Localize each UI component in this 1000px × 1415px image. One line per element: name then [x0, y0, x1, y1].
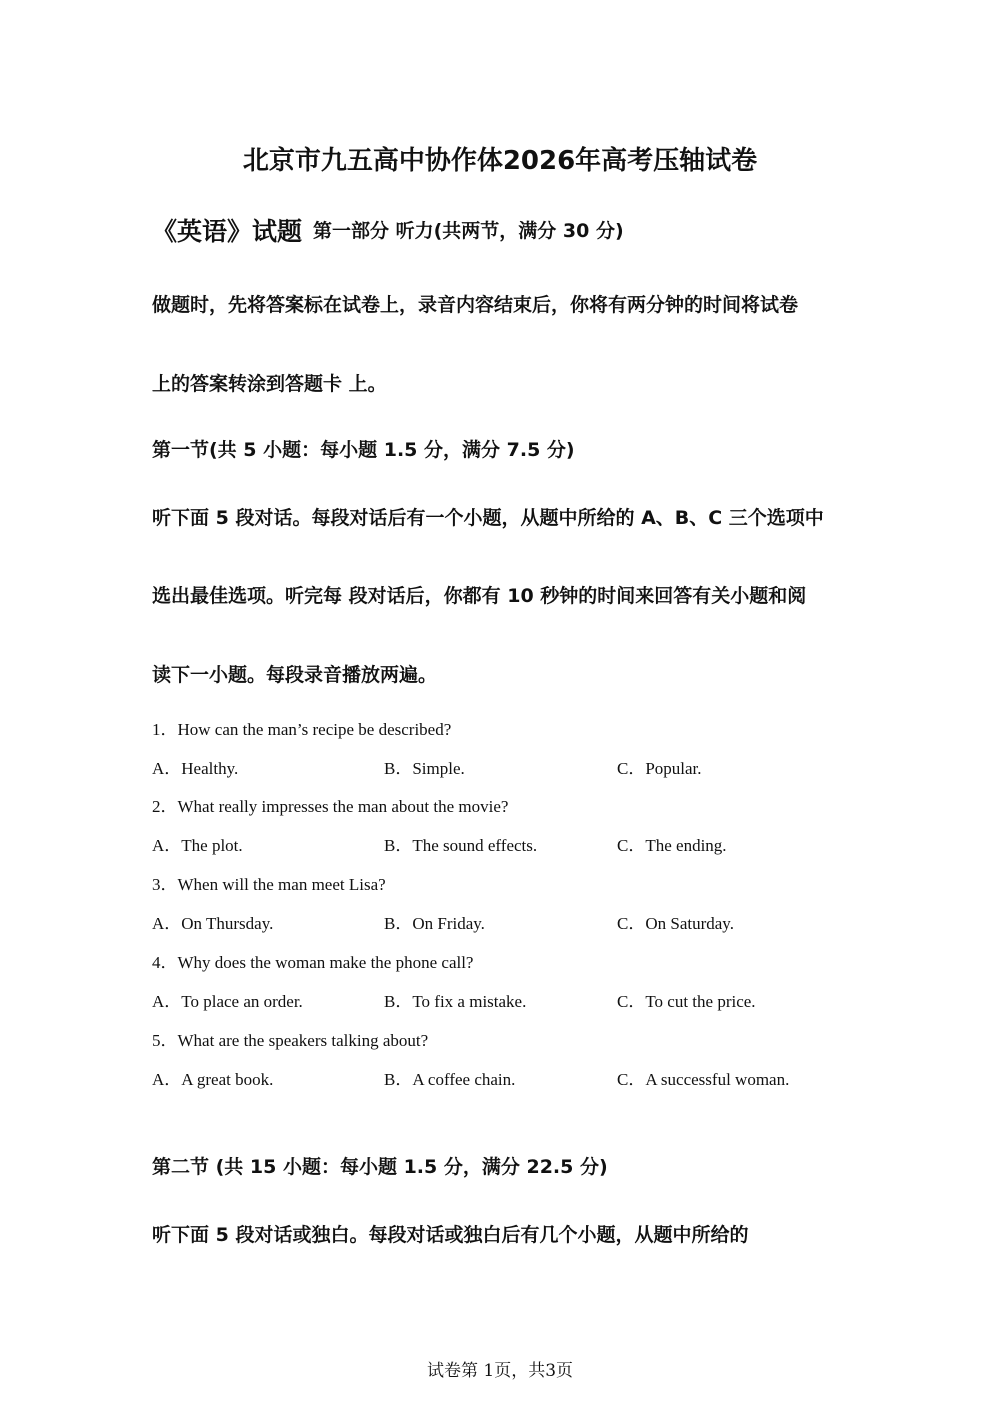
- question-stem: 4．Why does the woman make the phone call?: [152, 953, 474, 972]
- section2-heading: 第二节 (共 15 小题：每小题 1.5 分，满分 22.5 分): [152, 1156, 608, 1178]
- option-b: B．Simple.: [384, 759, 465, 778]
- section1-heading: 第一节(共 5 小题：每小题 1.5 分，满分 7.5 分): [152, 439, 575, 461]
- question-stem: 5．What are the speakers talking about?: [152, 1031, 429, 1050]
- option-b: B．To fix a mistake.: [384, 992, 527, 1011]
- option-a: A．A great book.: [152, 1070, 274, 1089]
- instructions-line-2: 上的答案转涂到答题卡 上。: [152, 373, 387, 395]
- part1-heading: 第一部分 听力(共两节，满分 30 分): [313, 220, 624, 242]
- option-b: B．The sound effects.: [384, 836, 538, 855]
- question-stem: 3．When will the man meet Lisa?: [152, 875, 386, 894]
- instructions-line-1: 做题时，先将答案标在试卷上，录音内容结束后，你将有两分钟的时间将试卷: [152, 294, 799, 316]
- section1-directions-line-2: 选出最佳选项。听完每 段对话后，你都有 10 秒钟的时间来回答有关小题和阅: [152, 585, 807, 607]
- option-c: C．To cut the price.: [617, 992, 756, 1011]
- option-a: A．The plot.: [152, 836, 243, 855]
- section2-directions: 听下面 5 段对话或独白。每段对话或独白后有几个小题，从题中所给的: [152, 1224, 749, 1246]
- option-a: A．To place an order.: [152, 992, 303, 1011]
- exam-title: 北京市九五高中协作体2026年高考压轴试卷: [242, 146, 758, 176]
- option-c: C．A successful woman.: [617, 1070, 790, 1089]
- option-a: A．Healthy.: [152, 759, 239, 778]
- subject-heading: 《英语》试题: [152, 217, 303, 246]
- question-stem: 1．How can the man’s recipe be described?: [152, 720, 452, 739]
- page-footer: 试卷第 1页，共3页: [426, 1361, 574, 1381]
- section1-directions-line-1: 听下面 5 段对话。每段对话后有一个小题，从题中所给的 A、B、C 三个选项中: [152, 507, 824, 529]
- question-stem: 2．What really impresses the man about the movie?: [152, 797, 509, 816]
- option-c: C．On Saturday.: [617, 914, 734, 933]
- option-b: B．A coffee chain.: [384, 1070, 516, 1089]
- section1-directions-line-3: 读下一小题。每段录音播放两遍。: [152, 664, 438, 686]
- option-a: A．On Thursday.: [152, 914, 274, 933]
- option-b: B．On Friday.: [384, 914, 485, 933]
- option-c: C．The ending.: [617, 836, 727, 855]
- option-c: C．Popular.: [617, 759, 702, 778]
